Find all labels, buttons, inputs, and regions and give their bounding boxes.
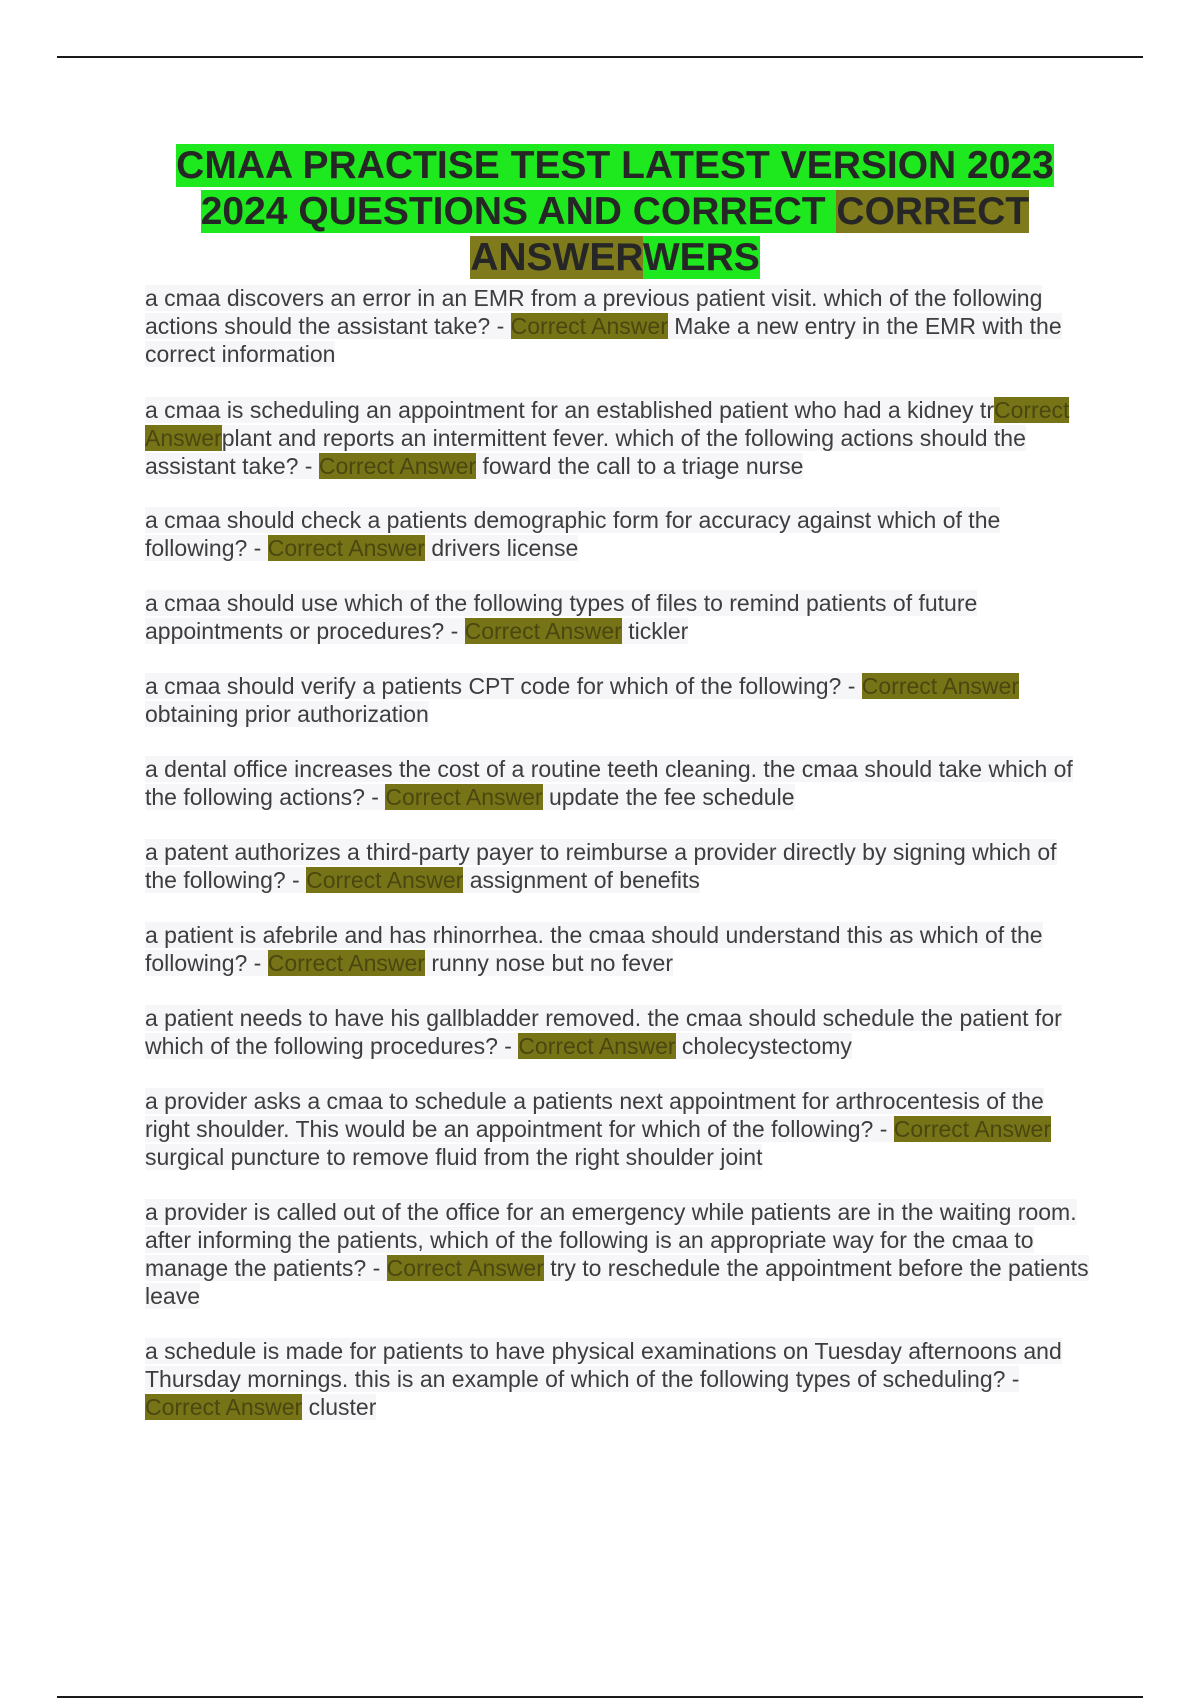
correct-answer-tag: Correct Answer: [386, 1255, 544, 1281]
correct-answer-tag: Correct Answer: [267, 950, 425, 976]
answer-text: Make a new entry in the EMR with the correct information: [145, 313, 1062, 367]
correct-answer-tag: Correct Answer: [385, 784, 543, 810]
question-text-continued: plant and reports an intermittent fever. which of the following actions should the assistant take? -: [145, 425, 1026, 479]
title-line-2-green: 2024 QUESTIONS AND CORRECT: [200, 190, 837, 233]
question-text: a cmaa discovers an error in an EMR from a previous patient visit. which of the following actions should the assistant take? -: [145, 285, 1043, 339]
correct-answer-tag: Correct Answer: [145, 1394, 303, 1420]
question-text: a cmaa should use which of the following types of files to remind patients of future appointments or procedures? -: [145, 590, 978, 644]
qa-item: [145, 1198, 1090, 1310]
qa-item: [145, 672, 1090, 728]
answer-text: assignment of benefits: [463, 867, 700, 893]
qa-item: [145, 921, 1090, 977]
question-text: a cmaa should check a patients demographic form for accuracy against which of the following? -: [145, 507, 1001, 561]
qa-item: [145, 838, 1090, 894]
title-line-2-olive: CORRECT: [836, 190, 1030, 233]
answer-text: update the fee schedule: [542, 784, 795, 810]
answer-text: foward the call to a triage nurse: [476, 453, 804, 479]
qa-item: [145, 1087, 1090, 1171]
answer-text: obtaining prior authorization: [145, 701, 429, 727]
bottom-rule: [57, 1696, 1143, 1698]
question-text: a provider is called out of the office for an emergency while patients are in the waiting room. after informing the patients, which of the following is an appropriate way for the cmaa to manage the patients? -: [145, 1199, 1077, 1281]
answer-text: drivers license: [424, 535, 579, 561]
correct-answer-tag: Correct Answer: [267, 535, 425, 561]
correct-answer-tag: Correct Answer: [518, 1033, 676, 1059]
question-text: a provider asks a cmaa to schedule a patients next appointment for arthrocentesis of the right shoulder. This would be an appointment for which of the following? -: [145, 1088, 1044, 1142]
qa-item: [145, 755, 1090, 811]
question-text: a patient is afebrile and has rhinorrhea. the cmaa should understand this as which of the following? -: [145, 922, 1043, 976]
correct-answer-tag: Correct Answer: [306, 867, 464, 893]
top-rule: [57, 56, 1143, 58]
answer-text: cholecystectomy: [675, 1033, 852, 1059]
question-text: a schedule is made for patients to have physical examinations on Tuesday afternoons and Thursday mornings. this is an example of which of the following types of scheduling? -: [145, 1338, 1062, 1392]
title-line-3-olive: ANSWER: [470, 236, 643, 279]
correct-answer-tag: Correct Answer: [861, 673, 1019, 699]
qa-item: [145, 1004, 1090, 1060]
answer-text: surgical puncture to remove fluid from the right shoulder joint: [145, 1144, 763, 1170]
correct-answer-tag: Correct Answer: [318, 453, 477, 479]
qa-item: [145, 284, 1090, 368]
qa-list: [145, 284, 1090, 1421]
answer-text: try to reschedule the appointment before the patients leave: [145, 1255, 1089, 1309]
correct-answer-tag-inline: Correct Answer: [145, 397, 1070, 451]
question-text: a cmaa should verify a patients CPT code for which of the following? -: [145, 673, 862, 699]
title-line-3-green: WERS: [642, 236, 760, 279]
correct-answer-tag: Correct Answer: [464, 618, 622, 644]
answer-text: tickler: [621, 618, 689, 644]
title-line-1: CMAA PRACTISE TEST LATEST VERSION 2023: [176, 144, 1054, 187]
question-text: a patent authorizes a third-party payer to reimburse a provider directly by signing which of the following? -: [145, 839, 1057, 893]
qa-item: [145, 396, 1090, 480]
question-text: a cmaa is scheduling an appointment for an established patient who had a kidney tr: [145, 397, 994, 423]
qa-item: [145, 589, 1090, 645]
document-title: [145, 143, 1085, 281]
qa-item: [145, 1337, 1090, 1421]
answer-text: cluster: [302, 1394, 377, 1420]
correct-answer-tag: Correct Answer: [893, 1116, 1052, 1142]
correct-answer-tag: Correct Answer: [510, 313, 668, 339]
qa-item: [145, 506, 1090, 562]
answer-text: runny nose but no fever: [424, 950, 674, 976]
question-text: a dental office increases the cost of a routine teeth cleaning. the cmaa should take which of the following actions? -: [145, 756, 1073, 810]
question-text: a patient needs to have his gallbladder removed. the cmaa should schedule the patient for which of the following procedures? -: [145, 1005, 1062, 1059]
